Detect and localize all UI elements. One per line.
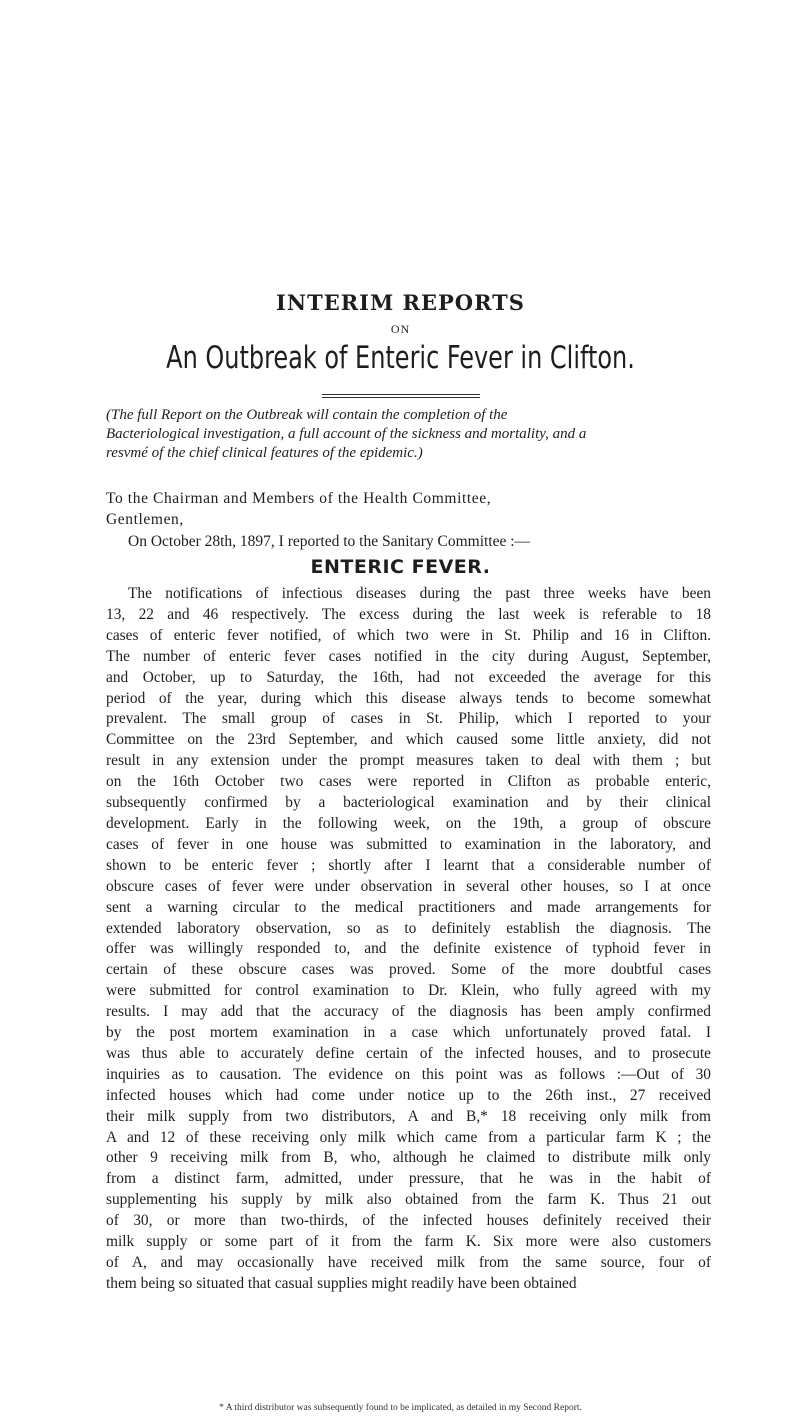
body-line: obscure cases of fever were under observation in several other houses, so I at once	[106, 877, 711, 895]
body-line: A and 12 of these receiving only milk which came from a particular farm K ; the	[106, 1128, 711, 1146]
body-line: them being so situated that casual supplies might readily have been obtained	[106, 1274, 577, 1292]
letter-intro: On October 28th, 1897, I reported to the Sanitary Committee :—	[128, 533, 531, 550]
report-series-title: INTERIM REPORTS	[276, 290, 525, 315]
body-line: inquiries as to causation. The evidence on this point was as follows :—Out of 30	[106, 1065, 711, 1083]
body-line: cases of enteric fever notified, of which two were in St. Philip and 16 in Clifton.	[106, 626, 711, 644]
body-line: was thus able to accurately define certain of the infected houses, and to prosecute	[106, 1044, 711, 1062]
body-line: development. Early in the following week, on the 19th, a group of obscure	[106, 814, 711, 832]
body-line: of 30, or more than two-thirds, of the infected houses definitely received their	[106, 1212, 711, 1230]
subtitle-line: (The full Report on the Outbreak will contain the completion of the	[106, 407, 508, 423]
footnote: * A third distributor was subsequently found to be implicated, as detailed in my Second Report.	[219, 1403, 582, 1413]
section-heading: ENTERIC FEVER.	[310, 556, 491, 578]
body-line: and October, up to Saturday, the 16th, had not exceeded the average for this	[106, 668, 711, 686]
body-line: from a distinct farm, admitted, under pressure, that he was in the habit of	[106, 1170, 711, 1188]
subtitle-line: resvmé of the chief clinical features of the epidemic.)	[106, 445, 423, 461]
body-line: supplementing his supply by milk also obtained from the farm K. Thus 21 out	[106, 1191, 711, 1209]
body-line: The number of enteric fever cases notified in the city during August, September,	[106, 647, 711, 665]
body-line: of A, and may occasionally have received milk from the same source, four of	[106, 1254, 711, 1271]
body-line: shown to be enteric fever ; shortly after I learnt that a considerable number of	[106, 856, 711, 874]
body-line: subsequently confirmed by a bacteriological examination and by their clinical	[106, 794, 711, 812]
body-line: sent a warning circular to the medical practitioners and made arrangements for	[106, 898, 711, 916]
report-main-title: An Outbreak of Enteric Fever in Clifton.	[166, 340, 635, 376]
body-line: offer was willingly responded to, and the definite existence of typhoid fever in	[106, 940, 711, 958]
body-line: milk supply or some part of it from the farm K. Six more were also customers	[106, 1233, 711, 1251]
body-line: The notifications of infectious diseases during the past three weeks have been	[128, 585, 711, 602]
body-line: infected houses which had come under notice up to the 26th inst., 27 received	[106, 1086, 711, 1104]
body-line: their milk supply from two distributors, A and B,* 18 receiving only milk from	[106, 1107, 711, 1125]
body-line: by the post mortem examination in a case which unfortunately proved fatal. I	[106, 1024, 711, 1042]
title-divider-top	[322, 394, 480, 395]
body-line: Committee on the 23rd September, and which caused some little anxiety, did not	[106, 731, 711, 749]
title-connector: ON	[390, 322, 411, 336]
body-paragraph	[106, 584, 711, 1295]
body-line: 13, 22 and 46 respectively. The excess during the last week is referable to 18	[106, 605, 711, 623]
body-line: prevalent. The small group of cases in St. Philip, which I reported to your	[106, 710, 711, 728]
body-line: were submitted for control examination to Dr. Klein, who fully agreed with my	[106, 982, 711, 1000]
letter-address: To the Chairman and Members of the Health Committee,	[106, 490, 492, 507]
body-line: certain of these obscure cases was proved. Some of the more doubtful cases	[106, 961, 711, 979]
report-subtitle	[106, 406, 706, 463]
body-line: cases of fever in one house was submitted to examination in the laboratory, and	[106, 835, 711, 853]
letter-salutation: Gentlemen,	[106, 511, 184, 528]
body-line: on the 16th October two cases were reported in Clifton as probable enteric,	[106, 773, 711, 791]
body-line: results. I may add that the accuracy of the diagnosis has been amply confirmed	[106, 1003, 711, 1021]
body-line: other 9 receiving milk from B, who, although he claimed to distribute milk only	[106, 1149, 711, 1167]
subtitle-line: Bacteriological investigation, a full account of the sickness and mortality, and a	[106, 426, 587, 442]
body-line: result in any extension under the prompt measures taken to deal with them ; but	[106, 752, 711, 770]
body-line: extended laboratory observation, so as to definitely establish the diagnosis. The	[106, 919, 711, 937]
body-line: period of the year, during which this disease always tends to become somewhat	[106, 689, 711, 707]
title-divider-bottom	[322, 397, 480, 398]
